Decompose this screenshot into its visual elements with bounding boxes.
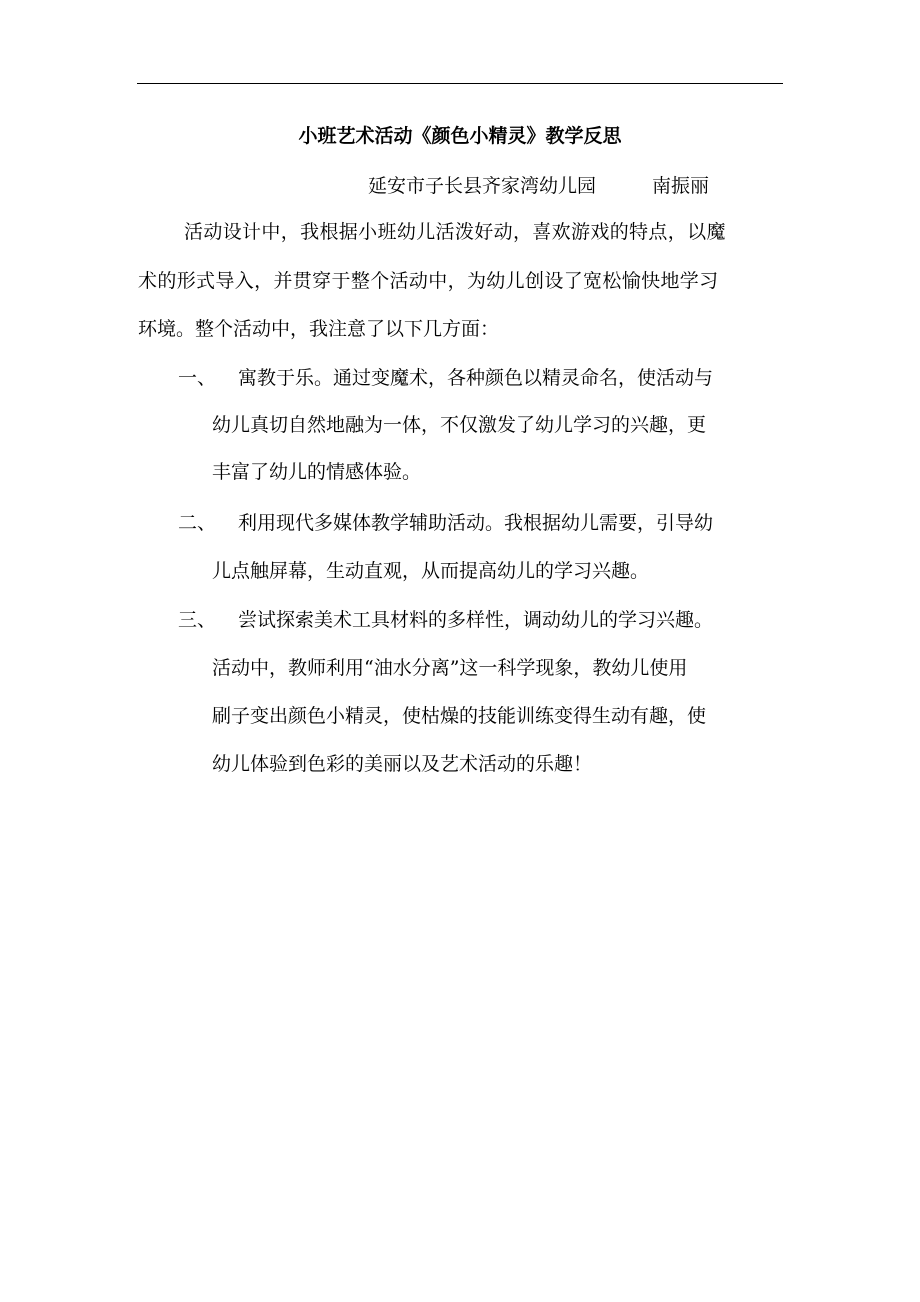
list-item-line: 幼儿体验到色彩的美丽以及艺术活动的乐趣！ (212, 753, 593, 775)
intro-line: 环境。整个活动中，我注意了以下几方面： (138, 318, 500, 340)
document-title: 小班艺术活动《颜色小精灵》教学反思 (298, 125, 622, 147)
byline (368, 172, 709, 200)
list-item-line: 刷子变出颜色小精灵，使枯燥的技能训练变得生动有趣，使 (212, 705, 707, 727)
list-item-number: 一、 (178, 367, 217, 389)
header-rule (137, 83, 783, 84)
list-item-line: 寓教于乐。通过变魔术，各种颜色以精灵命名，使活动与 (238, 367, 714, 389)
byline-author: 南振丽 (652, 175, 710, 197)
intro-line: 术的形式导入，并贯穿于整个活动中，为幼儿创设了宽松愉快地学习 (138, 270, 719, 292)
list-item-line: 幼儿真切自然地融为一体，不仅激发了幼儿学习的兴趣，更 (212, 414, 707, 436)
list-item-line: 活动中，教师利用“油水分离”这一科学现象，教幼儿使用 (212, 657, 688, 679)
list-item-line: 丰富了幼儿的情感体验。 (212, 461, 422, 483)
intro-line: 活动设计中，我根据小班幼儿活泼好动，喜欢游戏的特点，以魔 (184, 221, 726, 243)
list-item-line: 儿点触屏幕，生动直观，从而提高幼儿的学习兴趣。 (212, 560, 650, 582)
byline-school: 延安市子长县齐家湾幼儿园 (368, 175, 597, 197)
list-item-number: 二、 (178, 512, 217, 534)
list-item-line: 利用现代多媒体教学辅助活动。我根据幼儿需要，引导幼 (238, 512, 714, 534)
list-item-line: 尝试探索美术工具材料的多样性，调动幼儿的学习兴趣。 (238, 609, 714, 631)
list-item-number: 三、 (178, 609, 217, 631)
